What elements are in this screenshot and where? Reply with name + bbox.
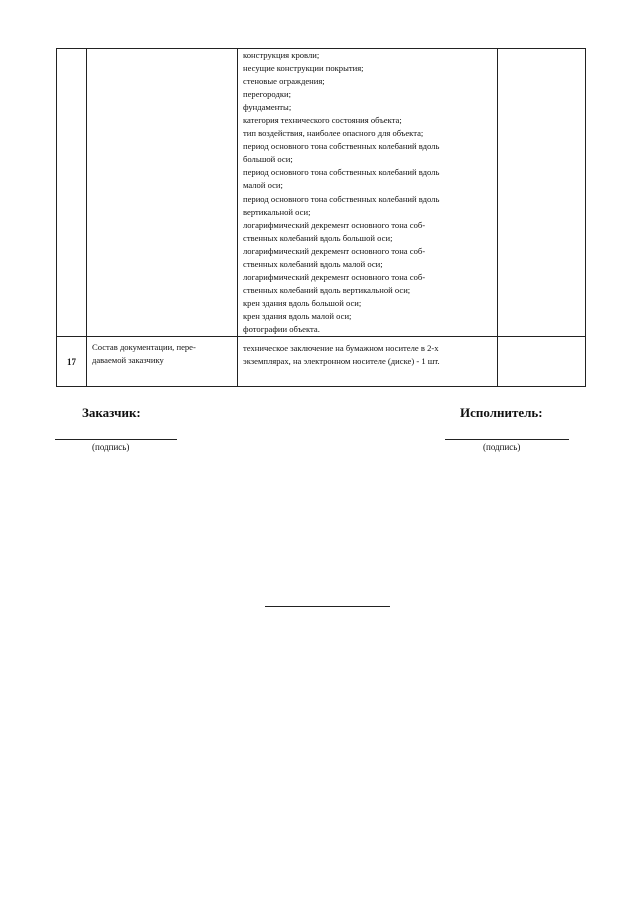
contractor-title: Исполнитель: bbox=[460, 405, 543, 420]
customer-signature-line bbox=[55, 439, 177, 440]
description-line: период основного тона собственных колебаний вдоль bbox=[243, 141, 440, 152]
description-line: тип воздействия, наиболее опасного для объекта; bbox=[243, 128, 424, 139]
description-line: ственных колебаний вдоль вертикальной оси; bbox=[243, 284, 411, 295]
table-row bbox=[57, 49, 586, 337]
description-line: логарифмический декремент основного тона соб- bbox=[243, 245, 426, 256]
customer-signature-caption: (подпись) bbox=[92, 442, 130, 452]
description-line: техническое заключение на бумажном носителе в 2-х bbox=[243, 343, 439, 354]
customer-title: Заказчик: bbox=[82, 405, 141, 420]
description-line: логарифмический декремент основного тона соб- bbox=[243, 219, 426, 230]
description-line: конструкция кровли; bbox=[243, 50, 320, 60]
description-line: несущие конструкции покрытия; bbox=[243, 63, 364, 74]
row-name-line: Состав документации, пере- bbox=[92, 342, 196, 353]
description-line: ственных колебаний вдоль большой оси; bbox=[243, 232, 393, 243]
description-line: ственных колебаний вдоль малой оси; bbox=[243, 258, 383, 269]
description-line: стеновые ограждения; bbox=[243, 76, 325, 87]
contractor-signature-line bbox=[445, 439, 569, 440]
description-lines bbox=[238, 337, 497, 367]
row-note-cell bbox=[498, 49, 586, 337]
row-description-cell bbox=[238, 337, 498, 387]
contractor-signature-caption: (подпись) bbox=[483, 442, 521, 452]
description-line: логарифмический декремент основного тона соб- bbox=[243, 271, 426, 282]
row-number-cell bbox=[57, 49, 87, 337]
row-number-cell: 17 bbox=[57, 337, 87, 387]
description-line: период основного тона собственных колебаний вдоль bbox=[243, 167, 440, 178]
row-name-cell bbox=[87, 337, 238, 387]
description-line: крен здания вдоль малой оси; bbox=[243, 310, 352, 321]
row-description-cell bbox=[238, 49, 498, 337]
description-line: большой оси; bbox=[243, 154, 293, 165]
row-name-line: даваемой заказчику bbox=[92, 354, 164, 365]
description-line: фундаменты; bbox=[243, 102, 292, 113]
description-lines bbox=[238, 49, 497, 336]
description-line: малой оси; bbox=[243, 180, 283, 191]
description-line: перегородки; bbox=[243, 89, 292, 100]
row-name-cell bbox=[87, 49, 238, 337]
description-line: период основного тона собственных колебаний вдоль bbox=[243, 193, 440, 204]
description-line: вертикальной оси; bbox=[243, 206, 311, 217]
description-line: категория технического состояния объекта; bbox=[243, 115, 402, 126]
bottom-divider bbox=[265, 606, 390, 607]
description-line: крен здания вдоль большой оси; bbox=[243, 297, 362, 308]
table-row bbox=[57, 337, 586, 387]
row-note-cell bbox=[498, 337, 586, 387]
description-line: экземплярах, на электронном носителе (диске) - 1 шт. bbox=[243, 355, 440, 366]
requirements-table bbox=[56, 48, 586, 387]
description-line: фотографии объекта. bbox=[243, 323, 320, 334]
